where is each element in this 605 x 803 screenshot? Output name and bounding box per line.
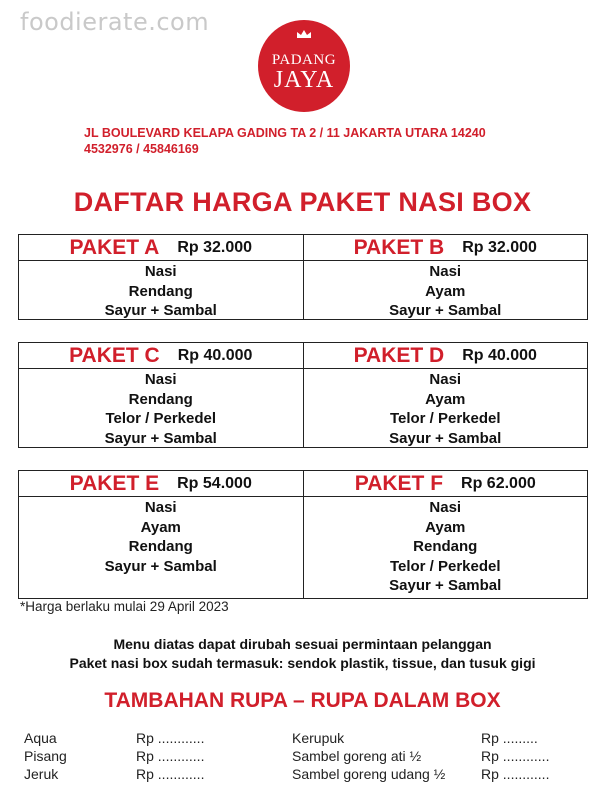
package-item: Telor / Perkedel [389,557,501,575]
crown-icon [296,29,312,39]
package-name: PAKET E [69,471,160,495]
package-item: Nasi [429,499,462,516]
package-name: PAKET A [69,235,160,259]
extra-item-name: Sambel goreng ati ½ [292,748,422,764]
package-card-a [19,235,303,319]
package-price: Rp 62.000 [461,474,536,492]
package-row-1 [18,234,588,320]
package-name: PAKET D [353,343,445,367]
extra-item-name: Aqua [24,730,57,746]
package-item: Rendang [128,538,193,555]
package-item: Rendang [128,282,193,300]
package-item: Sayur + Sambal [389,429,502,447]
package-item: Nasi [144,263,177,280]
package-item: Sayur + Sambal [389,302,502,319]
package-item: Sayur + Sambal [389,577,502,594]
package-item: Telor / Perkedel [389,410,501,427]
package-card-b [303,235,588,319]
watermark: foodierate.com [20,8,210,36]
extra-item-price: Rp ......... [481,730,538,746]
extra-item-price: Rp ............ [136,766,205,782]
package-item: Sayur + Sambal [104,302,217,319]
package-row-3 [18,470,588,599]
package-item: Sayur + Sambal [104,557,217,575]
package-item: Nasi [144,499,177,516]
brand-line2: JAYA [273,67,335,93]
extra-item-name: Sambel goreng udang ½ [292,766,446,782]
package-item: Sayur + Sambal [104,429,217,447]
brand-logo [258,20,350,112]
package-price: Rp 32.000 [462,238,537,256]
price-validity-note: *Harga berlaku mulai 29 April 2023 [20,599,229,614]
package-row-2 [18,342,588,448]
extra-item-name: Pisang [24,748,67,764]
package-card-e [19,471,303,598]
address-phones: 4532976 / 45846169 [84,142,199,156]
package-item: Nasi [429,263,462,280]
package-item: Telor / Perkedel [105,410,217,427]
package-price: Rp 40.000 [177,346,253,364]
extra-item-name: Jeruk [24,766,59,782]
package-card-f [303,471,588,598]
package-name: PAKET F [354,471,444,495]
package-item: Nasi [429,371,462,388]
extra-item-name: Kerupuk [292,730,345,746]
extra-item-price: Rp ............ [481,766,550,782]
extra-item-price: Rp ............ [136,730,205,746]
package-item: Ayam [425,390,466,408]
package-card-d [303,343,588,447]
package-item: Ayam [140,518,181,536]
package-name: PAKET B [353,235,445,259]
address [84,125,486,157]
extra-item-price: Rp ............ [481,748,550,764]
brand-line1: PADANG [271,52,337,68]
package-price: Rp 40.000 [462,346,537,364]
package-item: Ayam [425,282,466,300]
info-line-included: Paket nasi box sudah termasuk: sendok plastik, tissue, dan tusuk gigi [69,655,536,671]
package-name: PAKET C [69,343,160,367]
package-price: Rp 32.000 [177,238,253,256]
package-item: Rendang [413,538,478,555]
package-item: Ayam [425,518,466,536]
package-item: Rendang [128,390,193,408]
package-price: Rp 54.000 [177,474,252,492]
extra-item-price: Rp ............ [136,748,205,764]
page-title: DAFTAR HARGA PAKET NASI BOX [73,187,532,217]
address-street: JL BOULEVARD KELAPA GADING TA 2 / 11 JAKARTA UTARA 14240 [84,126,486,140]
package-item: Nasi [144,371,177,388]
extras-title: TAMBAHAN RUPA – RUPA DALAM BOX [104,689,501,712]
info-line-menu: Menu diatas dapat dirubah sesuai permintaan pelanggan [113,636,492,652]
package-card-c [19,343,303,447]
